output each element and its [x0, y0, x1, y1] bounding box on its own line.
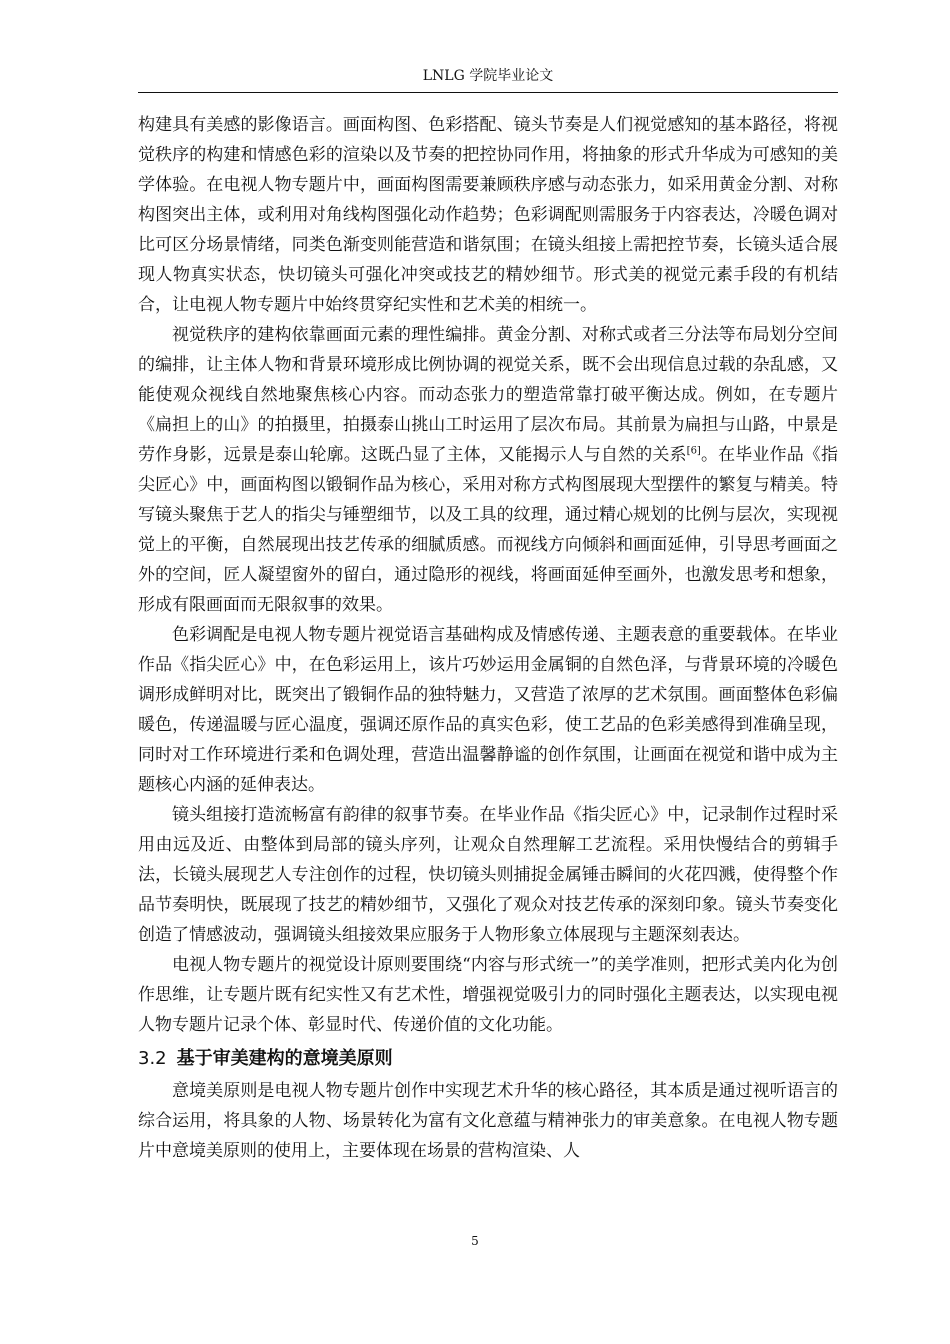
- paragraph: 意境美原则是电视人物专题片创作中实现艺术升华的核心路径，其本质是通过视听语言的综合运用，将具象的人物、场景转化为富有文化意蕴与精神张力的审美意象。在电视人物专题片中意境美原则的使用上，主要体现在场景的营构渲染、人: [138, 1081, 838, 1161]
- paragraph: [138, 320, 838, 620]
- citation-superscript: [6]: [686, 445, 701, 457]
- page-number: 5: [471, 1234, 479, 1248]
- section-title: 基于审美建构的意境美原则: [176, 1048, 393, 1069]
- section-number: 3.2: [138, 1048, 167, 1069]
- paragraph: 色彩调配是电视人物专题片视觉语言基础构成及情感传递、主题表意的重要载体。在毕业作品《指尖匠心》中，在色彩运用上，该片巧妙运用金属铜的自然色泽，与背景环境的冷暖色调形成鲜明对比，既突出了锻铜作品的独特魅力，又营造了浓厚的艺术氛围。画面整体色彩偏暖色，传递温暖与匠心温度，强调还原作品的真实色彩，使工艺品的色彩美感得到准确呈现，同时对工作环境进行柔和色调处理，营造出温馨静谧的创作氛围，让画面在视觉和谐中成为主题核心内涵的延伸表达。: [138, 625, 838, 795]
- section-heading: [138, 1042, 838, 1076]
- paragraph: 电视人物专题片的视觉设计原则要围绕“内容与形式统一”的美学准则，把形式美内化为创作思维，让专题片既有纪实性又有艺术性，增强视觉吸引力的同时强化主题表达，以实现电视人物专题片记录个体、彰显时代、传递价值的文化功能。: [138, 955, 838, 1035]
- body-text: [138, 110, 838, 1166]
- running-header: LNLG 学院毕业论文: [422, 68, 554, 84]
- header-rule: [138, 92, 838, 93]
- paragraph-text: 。在毕业作品《指尖匠心》中，画面构图以锻铜作品为核心，采用对称方式构图展现大型摆件的繁复与精美。特写镜头聚焦于艺人的指尖与锤塑细节，以及工具的纹理，通过精心规划的比例与层次，实现视觉上的平衡，自然展现出技艺传承的细腻质感。而视线方向倾斜和画面延伸，引导思考画面之外的空间，匠人凝望窗外的留白，通过隐形的视线，将画面延伸至画外，也激发思考和想象，形成有限画面而无限叙事的效果。: [138, 445, 839, 615]
- paragraph-text: 视觉秩序的建构依靠画面元素的理性编排。黄金分割、对称式或者三分法等布局划分空间的编排，让主体人物和背景环境形成比例协调的视觉关系，既不会出现信息过载的杂乱感，又能使观众视线自然地聚焦核心内容。而动态张力的塑造常靠打破平衡达成。例如，在专题片《扁担上的山》的拍摄里，拍摄泰山挑山工时运用了层次布局。其前景为扁担与山路，中景是劳作身影，远景是泰山轮廓。这既凸显了主体，又能揭示人与自然的关系: [138, 325, 838, 465]
- paragraph: 镜头组接打造流畅富有韵律的叙事节奏。在毕业作品《指尖匠心》中，记录制作过程时采用由远及近、由整体到局部的镜头序列，让观众自然理解工艺流程。采用快慢结合的剪辑手法，长镜头展现艺人专注创作的过程，快切镜头则捕捉金属锤击瞬间的火花四溅，使得整个作品节奏明快，既展现了技艺的精妙细节，又强化了观众对技艺传承的深刻印象。镜头节奏变化创造了情感波动，强调镜头组接效果应服务于人物形象立体展现与主题深刻表达。: [138, 805, 838, 945]
- paragraph: 构建具有美感的影像语言。画面构图、色彩搭配、镜头节奏是人们视觉感知的基本路径，将视觉秩序的构建和情感色彩的渲染以及节奏的把控协同作用，将抽象的形式升华成为可感知的美学体验。在电视人物专题片中，画面构图需要兼顾秩序感与动态张力，如采用黄金分割、对称构图突出主体，或利用对角线构图强化动作趋势；色彩调配则需服务于内容表达，冷暖色调对比可区分场景情绪，同类色渐变则能营造和谐氛围；在镜头组接上需把控节奏，长镜头适合展现人物真实状态，快切镜头可强化冲突或技艺的精妙细节。形式美的视觉元素手段的有机结合，让电视人物专题片中始终贯穿纪实性和艺术美的相统一。: [138, 115, 838, 315]
